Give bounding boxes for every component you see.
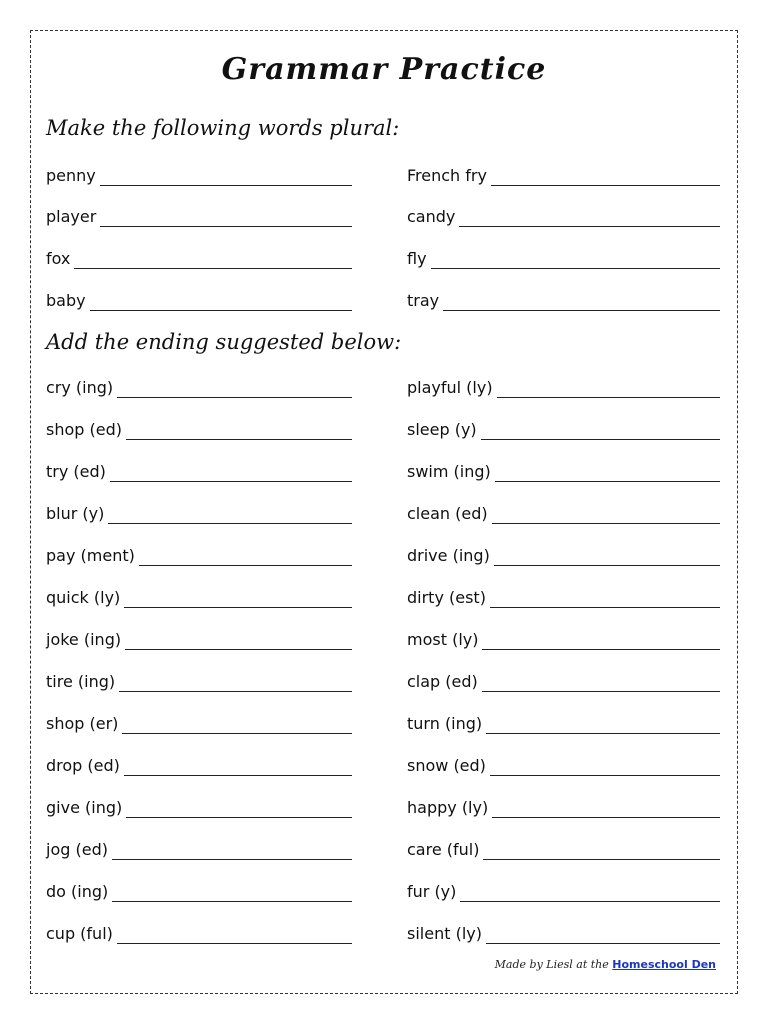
exercise-word: cry (ing)	[46, 378, 114, 397]
answer-blank[interactable]	[119, 676, 352, 692]
answer-blank[interactable]	[459, 211, 720, 227]
exercise-item	[407, 798, 720, 818]
answer-blank[interactable]	[124, 760, 352, 776]
exercise-item	[46, 546, 352, 566]
answer-blank[interactable]	[492, 508, 720, 524]
exercise-item	[407, 882, 720, 902]
exercise-item	[407, 840, 720, 860]
exercise-item	[46, 420, 352, 440]
answer-blank[interactable]	[460, 886, 720, 902]
answer-blank[interactable]	[124, 592, 352, 608]
section-heading-endings: Add the ending suggested below:	[46, 330, 402, 354]
exercise-word: joke (ing)	[46, 630, 122, 649]
answer-blank[interactable]	[112, 844, 352, 860]
exercise-item	[407, 249, 720, 269]
exercise-word: pay (ment)	[46, 546, 135, 565]
answer-blank[interactable]	[74, 253, 352, 269]
exercise-item	[407, 462, 720, 482]
exercise-word: penny	[46, 166, 96, 185]
answer-blank[interactable]	[112, 886, 352, 902]
exercise-item	[407, 630, 720, 650]
exercise-item	[407, 378, 720, 398]
answer-blank[interactable]	[486, 928, 720, 944]
exercise-word: clap (ed)	[407, 672, 478, 691]
exercise-item	[46, 714, 352, 734]
homeschool-den-link[interactable]: Homeschool Den	[612, 958, 716, 971]
exercise-word: swim (ing)	[407, 462, 491, 481]
answer-blank[interactable]	[497, 382, 720, 398]
exercise-item	[407, 672, 720, 692]
answer-blank[interactable]	[122, 718, 352, 734]
footer-text: Made by Liesl at the	[494, 958, 609, 971]
answer-blank[interactable]	[431, 253, 720, 269]
answer-blank[interactable]	[117, 928, 352, 944]
exercise-word: fur (y)	[407, 882, 457, 901]
exercise-item	[46, 504, 352, 524]
exercise-word: drop (ed)	[46, 756, 120, 775]
exercise-item	[407, 756, 720, 776]
exercise-word: candy	[407, 207, 456, 226]
answer-blank[interactable]	[494, 550, 720, 566]
answer-blank[interactable]	[110, 466, 352, 482]
answer-blank[interactable]	[126, 424, 352, 440]
exercise-word: try (ed)	[46, 462, 106, 481]
answer-blank[interactable]	[90, 295, 352, 311]
exercise-word: fly	[407, 249, 427, 268]
answer-blank[interactable]	[100, 170, 352, 186]
exercise-item	[46, 588, 352, 608]
exercise-item	[407, 588, 720, 608]
exercise-item	[46, 630, 352, 650]
exercise-word: player	[46, 207, 97, 226]
exercise-word: baby	[46, 291, 86, 310]
answer-blank[interactable]	[490, 592, 720, 608]
exercise-item	[407, 714, 720, 734]
exercise-item	[46, 249, 352, 269]
exercise-word: turn (ing)	[407, 714, 483, 733]
exercise-word: clean (ed)	[407, 504, 488, 523]
section-heading-plural: Make the following words plural:	[46, 116, 400, 140]
answer-blank[interactable]	[125, 634, 352, 650]
exercise-item	[407, 420, 720, 440]
answer-blank[interactable]	[443, 295, 720, 311]
answer-blank[interactable]	[139, 550, 352, 566]
exercise-item	[407, 291, 720, 311]
answer-blank[interactable]	[108, 508, 352, 524]
exercise-word: shop (er)	[46, 714, 119, 733]
exercise-item	[46, 166, 352, 186]
answer-blank[interactable]	[491, 170, 720, 186]
exercise-word: quick (ly)	[46, 588, 121, 607]
exercise-item	[46, 840, 352, 860]
exercise-word: tire (ing)	[46, 672, 116, 691]
answer-blank[interactable]	[490, 760, 720, 776]
answer-blank[interactable]	[100, 211, 352, 227]
page-title: Grammar Practice	[221, 52, 547, 87]
exercise-word: do (ing)	[46, 882, 109, 901]
answer-blank[interactable]	[486, 718, 720, 734]
exercise-word: blur (y)	[46, 504, 105, 523]
exercise-item	[407, 504, 720, 524]
exercise-word: snow (ed)	[407, 756, 486, 775]
exercise-word: silent (ly)	[407, 924, 482, 943]
exercise-word: shop (ed)	[46, 420, 122, 439]
exercise-item	[407, 207, 720, 227]
exercise-item	[46, 882, 352, 902]
answer-blank[interactable]	[482, 676, 720, 692]
answer-blank[interactable]	[482, 634, 720, 650]
exercise-word: give (ing)	[46, 798, 123, 817]
exercise-item	[46, 291, 352, 311]
exercise-item	[407, 546, 720, 566]
exercise-item	[407, 166, 720, 186]
exercise-word: drive (ing)	[407, 546, 490, 565]
exercise-item	[407, 924, 720, 944]
answer-blank[interactable]	[126, 802, 352, 818]
exercise-word: French fry	[407, 166, 487, 185]
exercise-word: cup (ful)	[46, 924, 113, 943]
exercise-word: jog (ed)	[46, 840, 108, 859]
exercise-item	[46, 924, 352, 944]
exercise-word: sleep (y)	[407, 420, 477, 439]
answer-blank[interactable]	[495, 466, 720, 482]
exercise-item	[46, 207, 352, 227]
exercise-word: happy (ly)	[407, 798, 489, 817]
exercise-item	[46, 378, 352, 398]
exercise-item	[46, 672, 352, 692]
exercise-word: fox	[46, 249, 71, 268]
answer-blank[interactable]	[492, 802, 720, 818]
exercise-word: most (ly)	[407, 630, 479, 649]
exercise-word: playful (ly)	[407, 378, 493, 397]
exercise-item	[46, 462, 352, 482]
exercise-word: care (ful)	[407, 840, 480, 859]
answer-blank[interactable]	[117, 382, 352, 398]
exercise-item	[46, 798, 352, 818]
answer-blank[interactable]	[481, 424, 720, 440]
footer-credit	[495, 958, 716, 971]
exercise-word: dirty (est)	[407, 588, 486, 607]
exercise-word: tray	[407, 291, 440, 310]
exercise-item	[46, 756, 352, 776]
answer-blank[interactable]	[483, 844, 720, 860]
